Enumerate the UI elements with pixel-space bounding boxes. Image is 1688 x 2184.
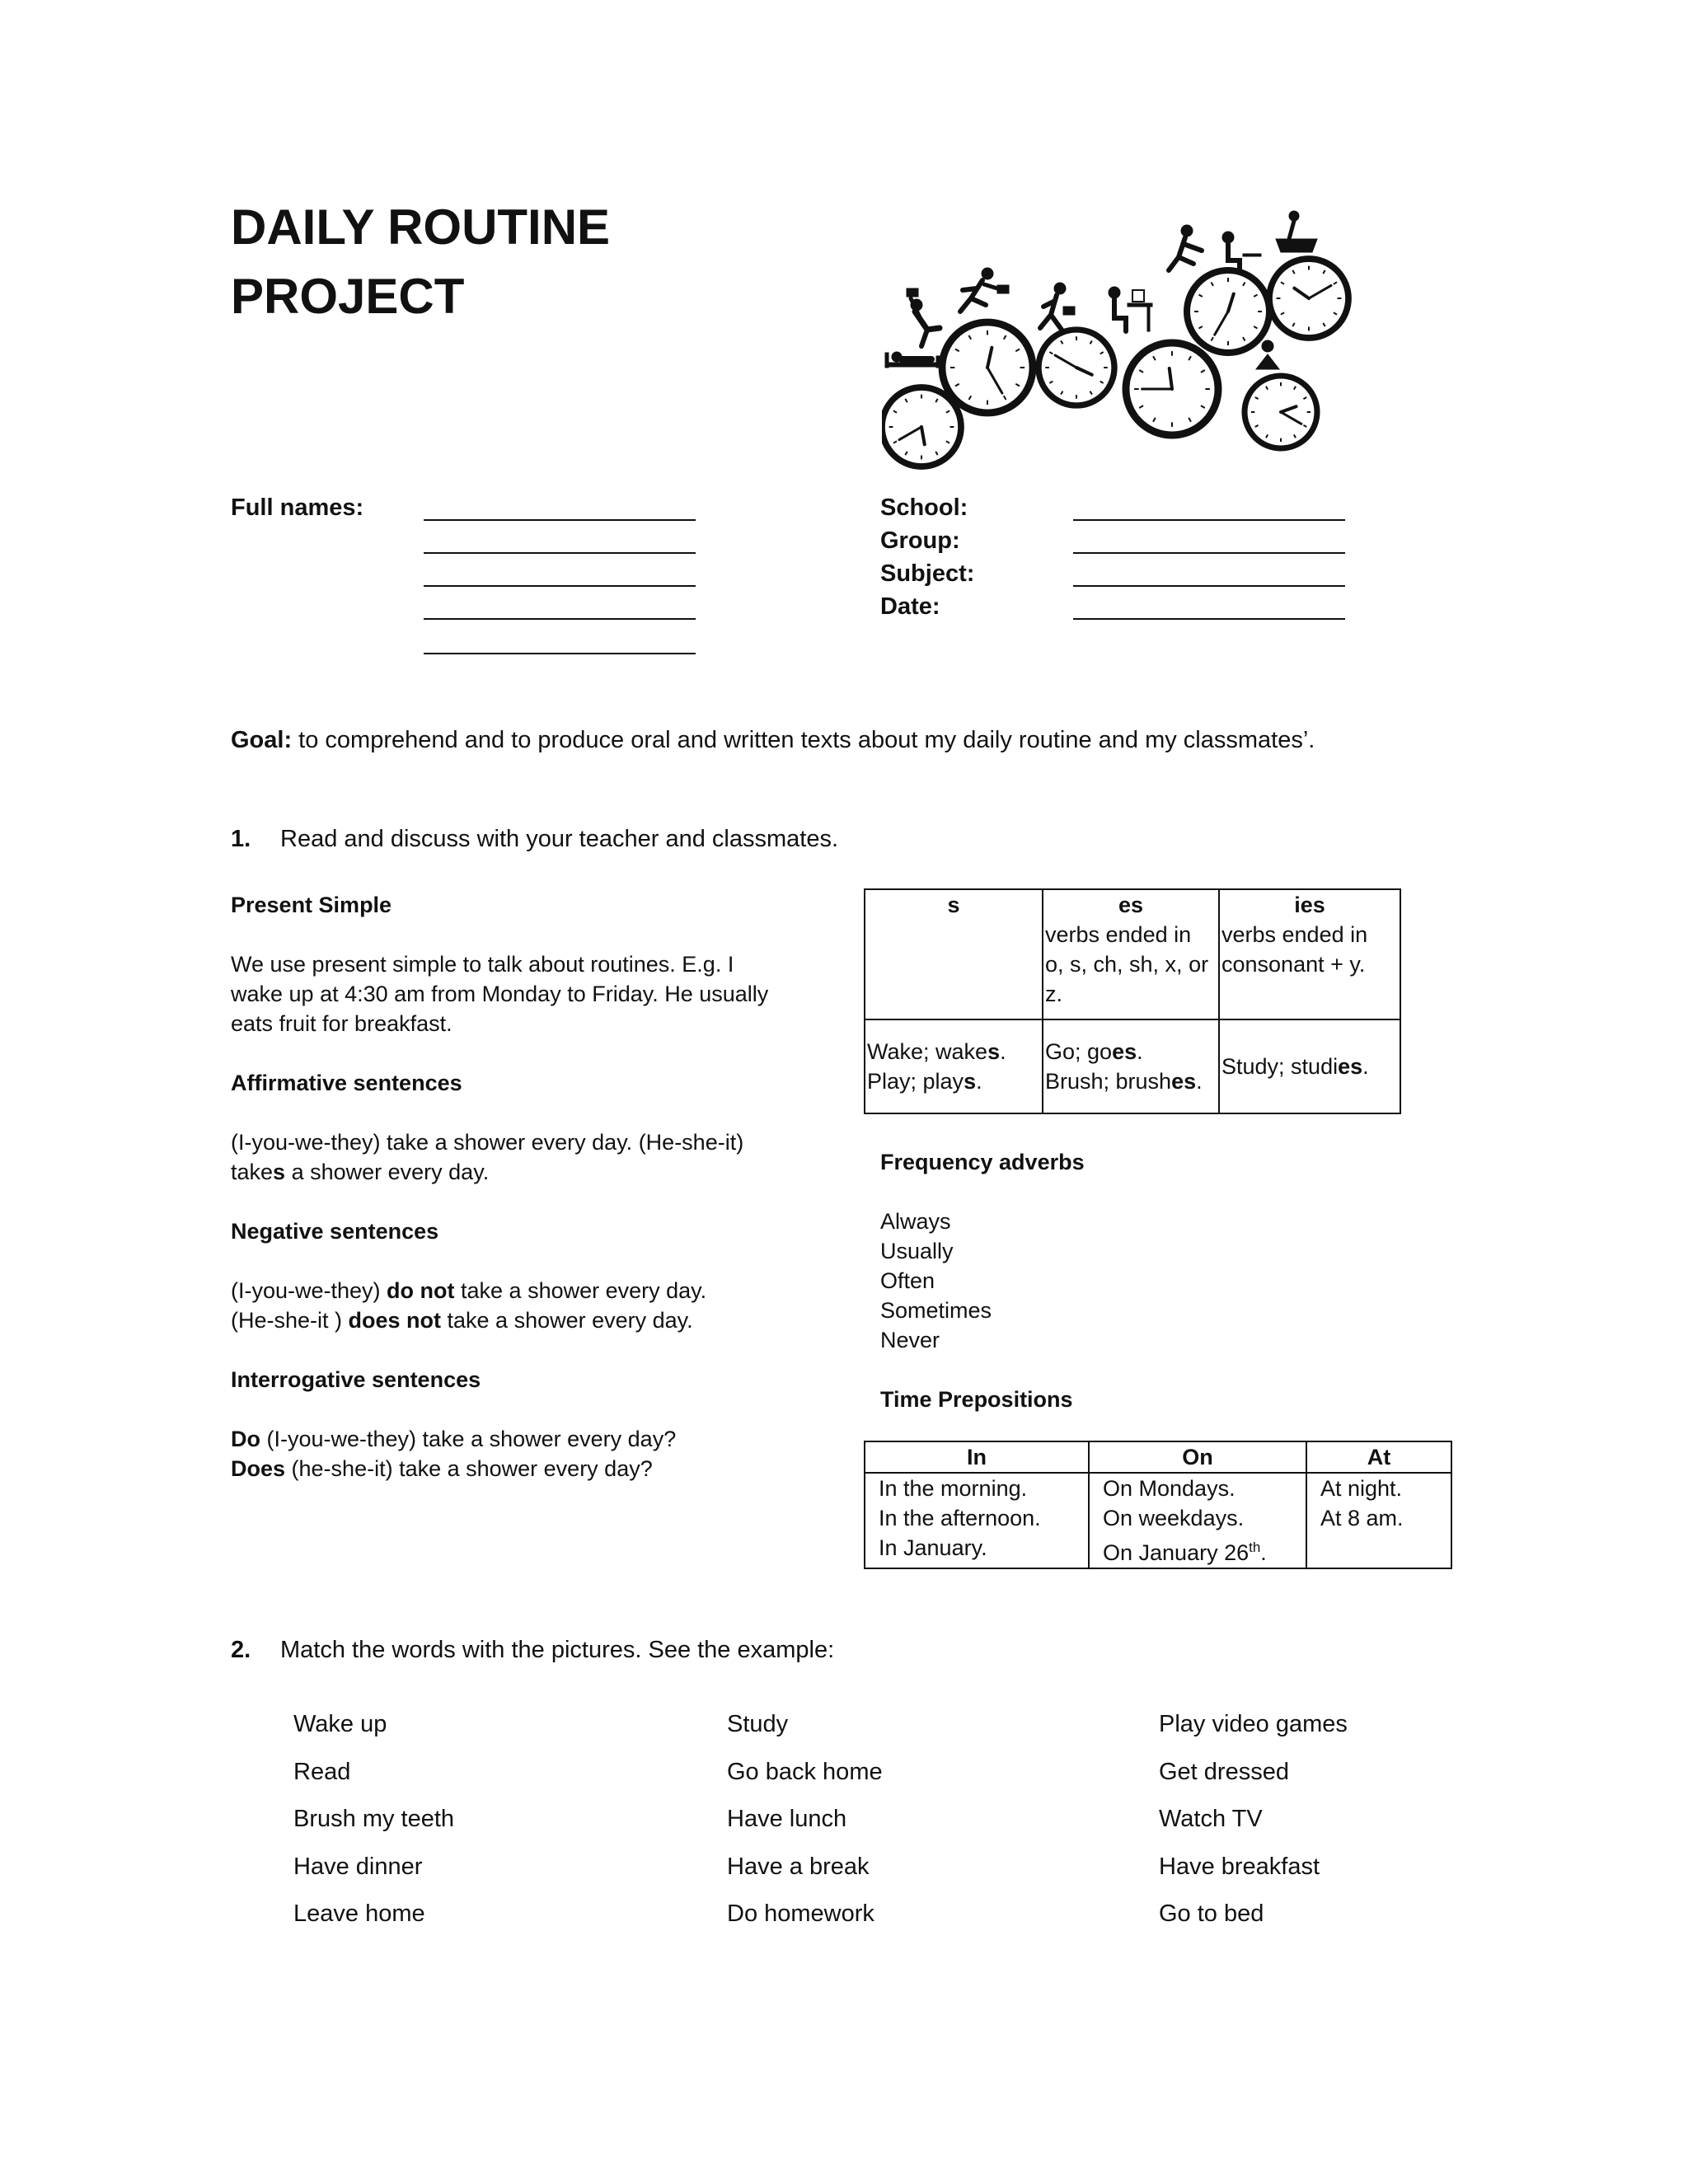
school-label: School: — [880, 494, 968, 521]
on-items: On Mondays. On weekdays. On January 26th. — [1089, 1473, 1306, 1568]
list-item: Brush my teeth — [293, 1806, 455, 1832]
goal-text — [231, 725, 1315, 755]
frequency-heading: Frequency adverbs — [880, 1150, 1085, 1174]
list-item: Leave home — [293, 1900, 425, 1927]
affirmative-line-2: takes a shower every day. — [231, 1160, 490, 1184]
affirmative-heading: Affirmative sentences — [231, 1071, 462, 1095]
list-item: Play video games — [1159, 1711, 1348, 1737]
full-name-line-5[interactable] — [424, 653, 696, 654]
header-at: At — [1306, 1441, 1451, 1473]
subject-label: Subject: — [880, 560, 975, 587]
list-item: Study — [727, 1711, 789, 1737]
group-line[interactable] — [1073, 552, 1345, 554]
date-label: Date: — [880, 593, 940, 620]
es-examples: Go; goes. Brush; brushes. — [1043, 1019, 1219, 1113]
list-item: Wake up — [293, 1711, 387, 1737]
in-items: In the morning. In the afternoon. In January. — [865, 1473, 1089, 1568]
header-ies-cell: ies verbs ended in consonant + y. — [1219, 889, 1400, 1019]
word-column-2 — [727, 1701, 883, 1938]
time-prepositions-table — [864, 1441, 1452, 1569]
title-line-2: PROJECT — [231, 269, 465, 324]
list-item: Get dressed — [1159, 1758, 1289, 1785]
ies-examples: Study; studies. — [1219, 1019, 1400, 1113]
sleeping-person-icon — [885, 352, 940, 368]
time-prepositions-heading: Time Prepositions — [880, 1387, 1073, 1412]
list-item: Go to bed — [1159, 1900, 1264, 1927]
clock-icon — [1126, 343, 1218, 435]
interrogative-line-1: Do (I-you-we-they) take a shower every day? — [231, 1427, 677, 1451]
clocks-routine-illustration — [882, 206, 1352, 470]
meditating-person-icon — [1256, 340, 1279, 369]
list-item: Have a break — [727, 1853, 870, 1880]
intro-line-3: eats fruit for breakfast. — [231, 1011, 452, 1036]
present-simple-heading: Present Simple — [231, 893, 392, 917]
goal-body: to comprehend and to produce oral and written texts about my daily routine and my classmates’. — [292, 727, 1315, 753]
header-es-cell: es verbs ended in o, s, ch, sh, x, or z. — [1043, 889, 1219, 1019]
list-item: Have breakfast — [1159, 1853, 1320, 1880]
clock-icon — [882, 387, 961, 466]
list-item: Sometimes — [880, 1298, 992, 1323]
full-names-label: Full names: — [231, 494, 364, 521]
full-name-line-4[interactable] — [424, 618, 696, 620]
at-items: At night. At 8 am. — [1306, 1473, 1451, 1568]
full-name-line-1[interactable] — [424, 519, 696, 521]
list-item: Watch TV — [1159, 1806, 1263, 1832]
page-title — [231, 193, 610, 331]
word-column-3 — [1159, 1701, 1348, 1938]
s-examples: Wake; wakes. Play; plays. — [865, 1019, 1043, 1113]
clock-icon — [1269, 259, 1348, 338]
list-item: Always — [880, 1209, 951, 1234]
section-2-number: 2. — [231, 1637, 251, 1663]
section-1-number: 1. — [231, 826, 251, 852]
desk-person-icon — [1109, 287, 1152, 331]
list-item: Read — [293, 1758, 351, 1785]
clock-icon — [1039, 330, 1114, 405]
header-on: On — [1089, 1441, 1306, 1473]
eating-person-icon — [1222, 232, 1261, 270]
clock-icon — [942, 322, 1033, 413]
negative-line-1: (I-you-we-they) do not take a shower every day. — [231, 1278, 707, 1303]
school-line[interactable] — [1073, 519, 1345, 521]
bathing-person-icon — [1276, 211, 1317, 252]
clock-icon — [1245, 376, 1317, 448]
interrogative-heading: Interrogative sentences — [231, 1367, 481, 1392]
walking-person-icon — [1040, 283, 1075, 330]
jumping-person-icon — [1169, 225, 1202, 270]
interrogative-line-2: Does (he-she-it) take a shower every day? — [231, 1456, 653, 1481]
clock-icon — [1187, 270, 1269, 353]
word-column-1 — [293, 1701, 454, 1938]
climbing-person-icon — [907, 288, 940, 346]
table-row — [865, 1019, 1400, 1113]
negative-heading: Negative sentences — [231, 1219, 439, 1244]
negative-line-2: (He-she-it ) does not take a shower every day. — [231, 1308, 693, 1333]
header-in: In — [865, 1441, 1089, 1473]
group-label: Group: — [880, 527, 960, 554]
frequency-adverbs — [880, 1147, 1085, 1414]
full-name-line-2[interactable] — [424, 552, 696, 554]
intro-line-2: wake up at 4:30 am from Monday to Friday. He usually — [231, 982, 769, 1006]
table-row — [865, 1441, 1451, 1473]
title-line-1: DAILY ROUTINE — [231, 199, 611, 255]
full-name-line-3[interactable] — [424, 585, 696, 587]
section-2-instruction: Match the words with the pictures. See the example: — [280, 1637, 835, 1663]
header-s: s — [865, 889, 1043, 1019]
goal-label: Goal: — [231, 727, 293, 753]
list-item: Usually — [880, 1239, 954, 1263]
table-row — [865, 1473, 1451, 1568]
date-line[interactable] — [1073, 618, 1345, 620]
intro-line-1: We use present simple to talk about routines. E.g. I — [231, 952, 734, 977]
subject-line[interactable] — [1073, 585, 1345, 587]
list-item: Do homework — [727, 1900, 874, 1927]
table-row — [865, 889, 1400, 1019]
affirmative-line-1: (I-you-we-they) take a shower every day. (He-she-it) — [231, 1130, 744, 1155]
section-1-instruction: Read and discuss with your teacher and classmates. — [280, 826, 839, 852]
verb-ending-table — [864, 888, 1401, 1114]
list-item: Have lunch — [727, 1806, 847, 1832]
running-person-icon — [960, 268, 1009, 312]
grammar-notes — [231, 890, 808, 1483]
list-item: Never — [880, 1328, 940, 1352]
list-item: Have dinner — [293, 1853, 423, 1880]
list-item: Often — [880, 1268, 935, 1293]
list-item: Go back home — [727, 1758, 883, 1785]
